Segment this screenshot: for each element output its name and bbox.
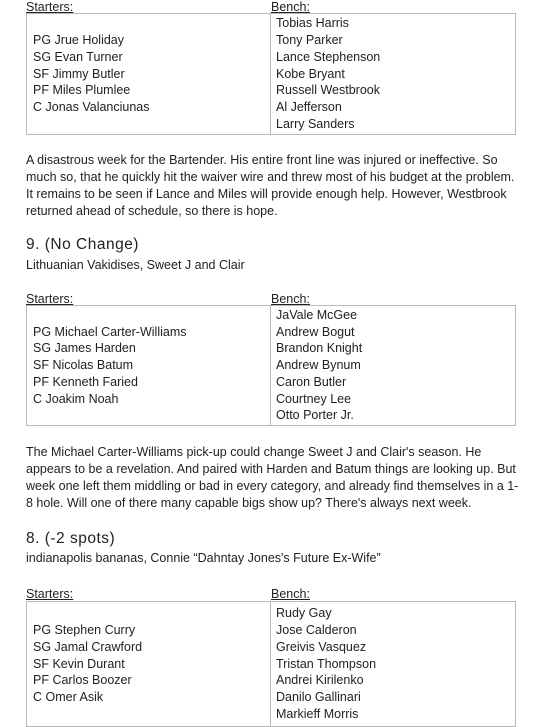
bench-player: Markieff Morris	[276, 706, 359, 721]
bench-player: Kobe Bryant	[276, 66, 345, 81]
starter-pg: PG Jrue Holiday	[33, 33, 125, 47]
bench-label: Bench:	[271, 587, 310, 601]
roster-table	[26, 601, 516, 727]
bench-player: Brandon Knight	[276, 341, 363, 356]
bench-player: Larry Sanders	[276, 116, 355, 131]
starter-sg: SG James Harden	[33, 341, 136, 356]
bench-player: Lance Stephenson	[276, 49, 381, 64]
roster-table	[26, 13, 516, 135]
starter-pg: PG Stephen Curry	[33, 623, 136, 637]
rank-heading: 8. (-2 spots)	[26, 530, 116, 547]
bench-player: Danilo Gallinari	[276, 690, 361, 705]
bench-label: Bench:	[271, 292, 310, 306]
bench-label: Bench:	[271, 0, 310, 14]
starter-c: C Omer Asik	[33, 690, 104, 705]
starters-cell	[27, 602, 271, 727]
starter-c: C Joakim Noah	[33, 391, 119, 406]
starter-pf: PF Miles Plumlee	[33, 83, 131, 98]
starter-sg: SG Jamal Crawford	[33, 639, 143, 654]
starter-sg: SG Evan Turner	[33, 49, 123, 64]
starter-pg: PG Michael Carter-Williams	[33, 324, 187, 339]
starters-cell	[27, 306, 271, 426]
starter-sf: SF Kevin Durant	[33, 656, 125, 671]
starter-pf: PF Carlos Boozer	[33, 673, 132, 688]
bench-player: Greivis Vasquez	[276, 639, 367, 654]
bench-player: Jose Calderon	[276, 623, 357, 637]
bench-cell	[271, 306, 516, 426]
starters-cell	[27, 14, 271, 135]
team-name: indianapolis bananas, Connie “Dahntay Jones's Future Ex-Wife”	[26, 551, 381, 565]
bench-player: Russell Westbrook	[276, 83, 380, 98]
bench-player: Courtney Lee	[276, 391, 352, 406]
starter-pf: PF Kenneth Faried	[33, 374, 138, 389]
bench-player: Andrei Kirilenko	[276, 673, 364, 688]
starters-label: Starters:	[26, 0, 74, 14]
bench-player: Caron Butler	[276, 374, 347, 389]
bench-cell	[271, 602, 516, 727]
analysis-paragraph: A disastrous week for the Bartender. His entire front line was injured or ineffective. So much so, that he quickly hit the waiver wire and threw most of his budget at the problem. It remains to be seen if Lance and Miles will provide enough help. However, Westbrook returned ahead of schedule, so there is hope.	[26, 153, 515, 218]
analysis-paragraph: The Michael Carter-Williams pick-up could change Sweet J and Clair's season. He appears to be a revelation. And paired with Harden and Batum things are looking up. But week one left them middling or bad in every category, and already find themselves in a 1-8 hole. Will one of there many capable bigs show up? There's always next week.	[26, 445, 519, 510]
bench-player: Andrew Bynum	[276, 358, 361, 373]
starter-c: C Jonas Valanciunas	[33, 100, 150, 115]
bench-player: Andrew Bogut	[276, 324, 355, 339]
starters-label: Starters:	[26, 292, 74, 306]
roster-labels	[26, 0, 515, 14]
starters-label: Starters:	[26, 587, 74, 601]
bench-player: Tristan Thompson	[276, 656, 377, 671]
bench-player: Rudy Gay	[276, 606, 332, 621]
starter-sf: SF Jimmy Butler	[33, 66, 125, 81]
bench-player: Al Jefferson	[276, 100, 342, 115]
roster-labels	[26, 587, 515, 601]
bench-player: Otto Porter Jr.	[276, 408, 354, 423]
team-name: Lithuanian Vakidises, Sweet J and Clair	[26, 258, 245, 272]
bench-player: Tony Parker	[276, 33, 343, 47]
starter-sf: SF Nicolas Batum	[33, 358, 134, 373]
roster-table	[26, 305, 516, 426]
bench-player: Tobias Harris	[276, 16, 349, 31]
roster-labels	[26, 292, 515, 306]
bench-cell	[271, 14, 516, 135]
rank-heading: 9. (No Change)	[26, 236, 139, 253]
bench-player: JaVale McGee	[276, 307, 358, 322]
